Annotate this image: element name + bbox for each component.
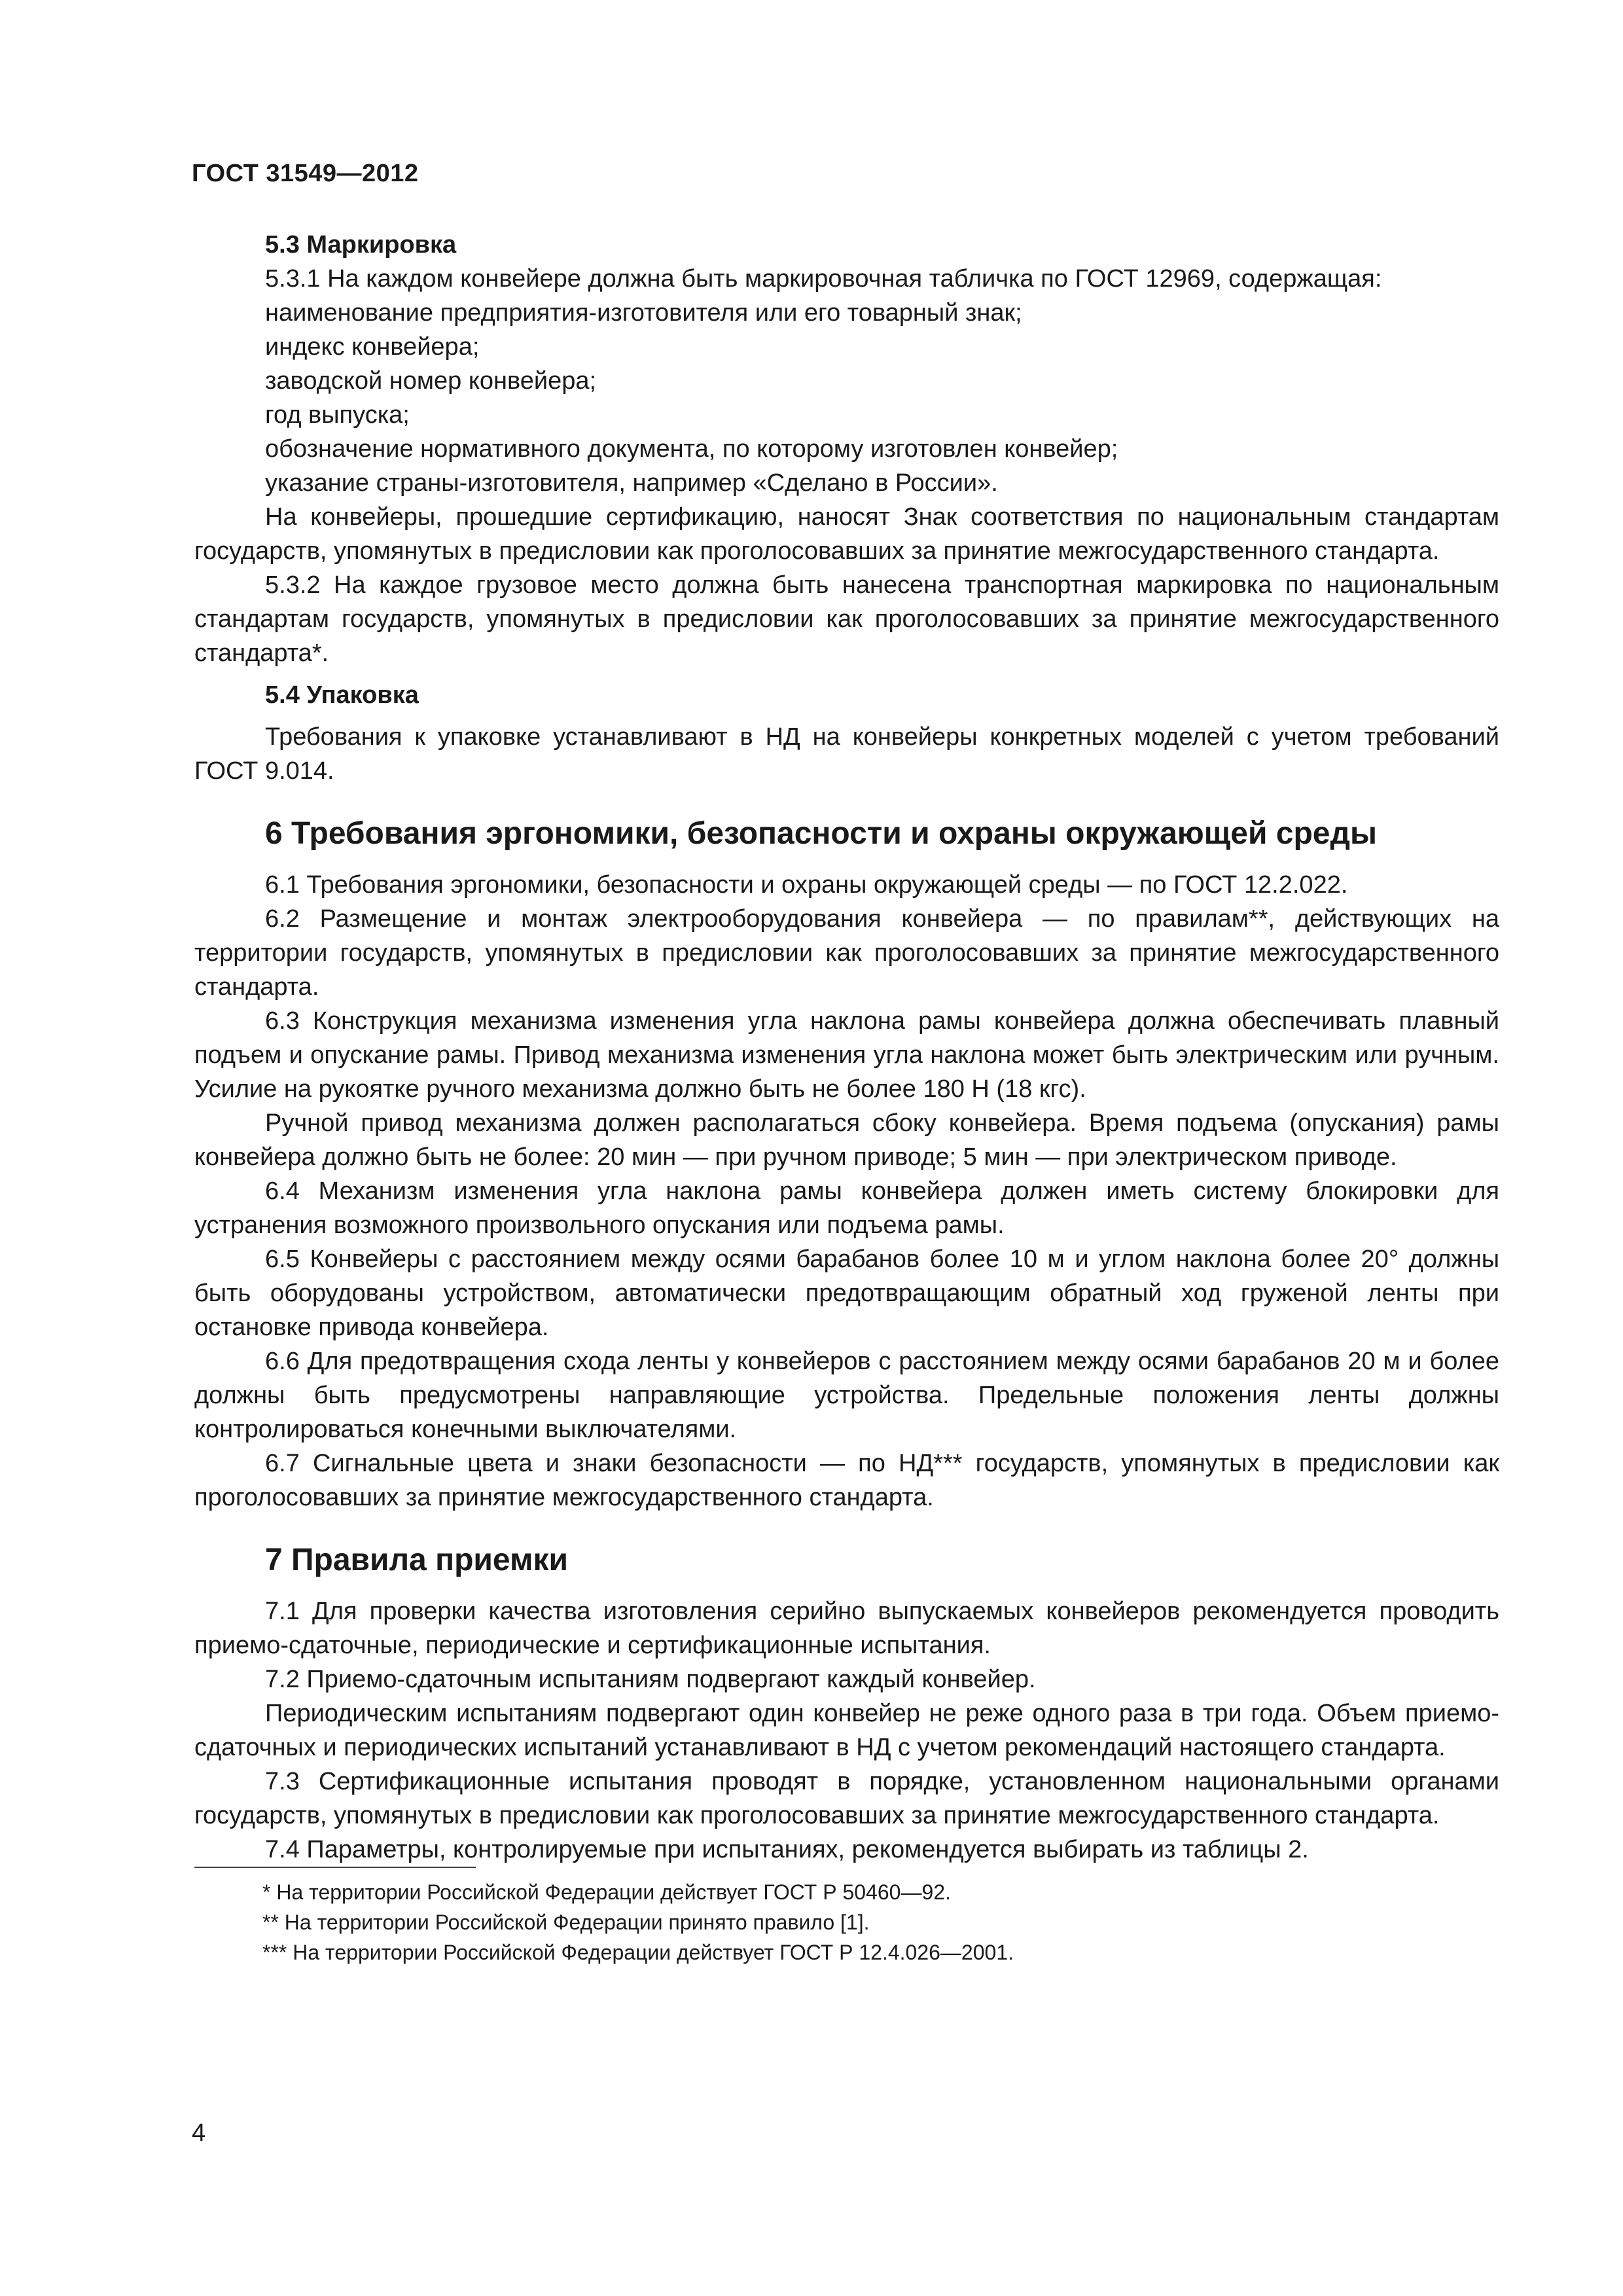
list-item: обозначение нормативного документа, по которому изготовлен конвейер; xyxy=(265,435,1118,463)
paragraph-6-4: 6.4 Механизм изменения угла наклона рамы конвейера должен иметь систему блокировки для устранения возможного произвольного опускания или подъема рамы. xyxy=(194,1177,1499,1239)
paragraph-7-4: 7.4 Параметры, контролируемые при испытаниях, рекомендуется выбирать из таблицы 2. xyxy=(265,1836,1309,1863)
list-item: индекс конвейера; xyxy=(265,333,480,361)
paragraph-6-7: 6.7 Сигнальные цвета и знаки безопасности — по НД*** государств, упомянутых в предисловии как проголосовавших за принятие межгосударственного стандарта. xyxy=(194,1450,1499,1511)
subsection-heading-5-4: 5.4 Упаковка xyxy=(265,681,419,709)
paragraph-6-3-manual-drive: Ручной привод механизма должен располагаться сбоку конвейера. Время подъема (опускания) рамы конвейера должно быть не более: 20 мин — при ручном приводе; 5 мин — при электрическом приводе. xyxy=(194,1109,1499,1171)
marking-list xyxy=(194,296,1499,500)
footnote-item: ** На территории Российской Федерации принято правило [1]. xyxy=(262,1910,870,1934)
page-content xyxy=(194,228,1499,1967)
section-heading-7: 7 Правила приемки xyxy=(265,1543,569,1577)
page-number: 4 xyxy=(192,2119,206,2147)
list-item: указание страны-изготовителя, например «Сделано в России». xyxy=(265,469,998,497)
section-heading-6: 6 Требования эргономики, безопасности и охраны окружающей среды xyxy=(265,816,1377,851)
paragraph-6-5: 6.5 Конвейеры с расстоянием между осями барабанов более 10 м и углом наклона более 20° должны быть оборудованы устройством, автоматически предотвращающим обратный ход груженой ленты при остановке привода конвейера. xyxy=(194,1246,1499,1341)
paragraph-7-1: 7.1 Для проверки качества изготовления серийно выпускаемых конвейеров рекомендуется проводить приемо-сдаточные, периодические и сертификационные испытания. xyxy=(194,1598,1499,1659)
paragraph-6-3: 6.3 Конструкция механизма изменения угла наклона рамы конвейера должна обеспечивать плавный подъем и опускание рамы. Привод механизма изменения угла наклона может быть электрическим или ручным. Усилие на рукоятке ручного механизма должно быть не более 180 Н (18 кгс). xyxy=(194,1007,1499,1103)
paragraph-7-3: 7.3 Сертификационные испытания проводят в порядке, установленном национальными органами государств, упомянутых в предисловии как проголосовавших за принятие межгосударственного стандарта. xyxy=(194,1768,1499,1829)
list-item: год выпуска; xyxy=(265,401,410,429)
footnote-item: *** На территории Российской Федерации действует ГОСТ Р 12.4.026—2001. xyxy=(262,1941,1014,1964)
paragraph-5-3-1: 5.3.1 На каждом конвейере должна быть маркировочная табличка по ГОСТ 12969, содержащая: xyxy=(265,265,1382,293)
paragraph-6-1: 6.1 Требования эргономики, безопасности и охраны окружающей среды — по ГОСТ 12.2.022. xyxy=(265,871,1348,899)
paragraph-6-6: 6.6 Для предотвращения схода ленты у конвейеров с расстоянием между осями барабанов 20 м и более должны быть предусмотрены направляющие устройства. Предельные положения ленты должны контролироваться конечными выключателями. xyxy=(194,1348,1499,1443)
subsection-heading-5-3: 5.3 Маркировка xyxy=(265,231,457,259)
footnote-item: * На территории Российской Федерации действует ГОСТ Р 50460—92. xyxy=(262,1880,951,1904)
paragraph-5-3-2: 5.3.2 На каждое грузовое место должна быть нанесена транспортная маркировка по национальным стандартам государств, упомянутых в предисловии как проголосовавших за принятие межгосударственного стандарта*. xyxy=(194,571,1499,667)
list-item: заводской номер конвейера; xyxy=(265,367,597,395)
paragraph-5-4: Требования к упаковке устанавливают в НД на конвейеры конкретных моделей с учетом требований ГОСТ 9.014. xyxy=(194,723,1499,785)
paragraph-certification: На конвейеры, прошедшие сертификацию, наносят Знак соответствия по национальным стандартам государств, упомянутых в предисловии как проголосовавших за принятие межгосударственного стандарта. xyxy=(194,503,1499,565)
paragraph-6-2: 6.2 Размещение и монтаж электрооборудования конвейера — по правилам**, действующих на территории государств, упомянутых в предисловии как проголосовавших за принятие межгосударственного стандарта. xyxy=(194,905,1499,1001)
list-item: наименование предприятия-изготовителя или его товарный знак; xyxy=(265,299,1022,327)
paragraph-7-2-periodic: Периодическим испытаниям подвергают один конвейер не реже одного раза в три года. Объем приемо-сдаточных и периодических испытаний устанавливают в НД с учетом рекомендаций настоящего стандарта. xyxy=(194,1700,1499,1761)
footnotes xyxy=(194,1877,1499,1967)
footnote-divider xyxy=(194,1867,476,1868)
standard-code-header: ГОСТ 31549—2012 xyxy=(192,160,419,187)
paragraph-7-2: 7.2 Приемо-сдаточным испытаниям подвергают каждый конвейер. xyxy=(265,1666,1036,1693)
